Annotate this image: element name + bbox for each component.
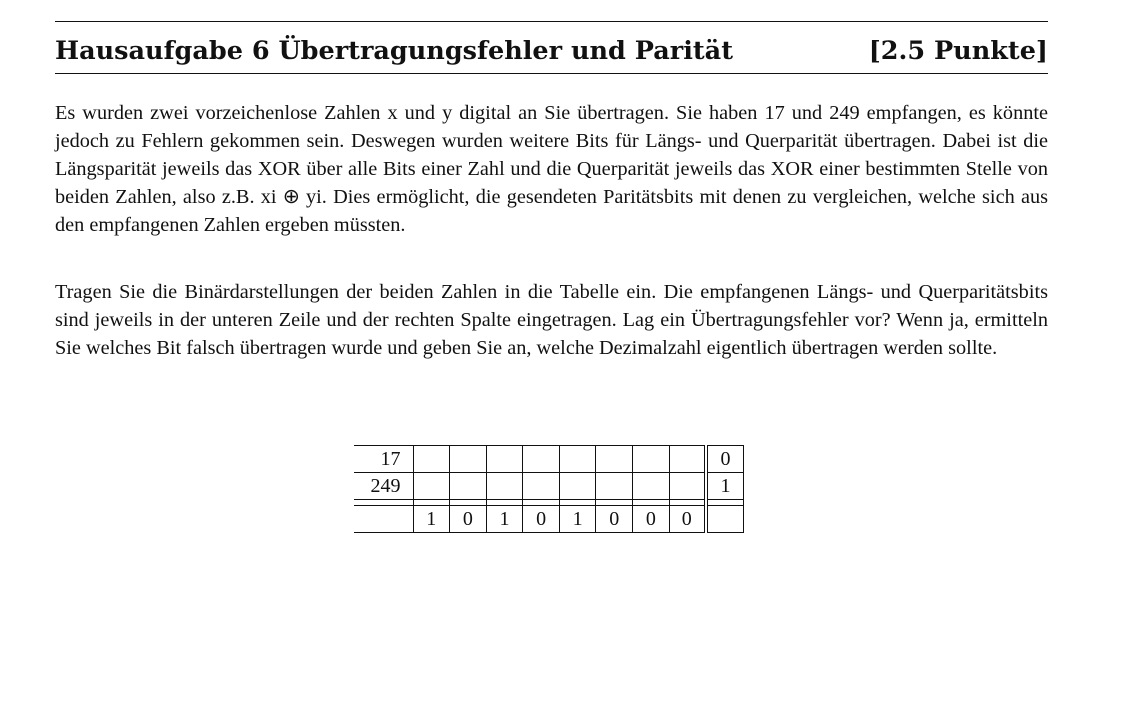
table-row	[354, 446, 744, 473]
bit-cell[interactable]	[486, 446, 523, 473]
bit-cell[interactable]	[633, 446, 670, 473]
exercise-title: Hausaufgabe 6 Übertragungsfehler und Parität	[55, 36, 733, 66]
exercise-points: [2.5 Punkte]	[868, 36, 1048, 66]
bit-cell[interactable]	[596, 446, 633, 473]
column-parity-bit: 0	[596, 506, 633, 533]
bit-cell[interactable]	[559, 473, 596, 500]
table-row	[354, 473, 744, 500]
bit-cell[interactable]	[450, 473, 487, 500]
corner-parity-cell[interactable]	[706, 506, 744, 533]
column-parity-bit: 0	[669, 506, 706, 533]
bit-cell[interactable]	[523, 446, 560, 473]
row-parity-bit: 1	[706, 473, 744, 500]
column-parity-bit: 0	[523, 506, 560, 533]
column-parity-bit: 1	[559, 506, 596, 533]
column-parity-bit: 1	[413, 506, 450, 533]
row-label: 17	[354, 446, 413, 473]
parity-table	[354, 445, 744, 533]
bit-cell[interactable]	[413, 446, 450, 473]
bit-cell[interactable]	[669, 473, 706, 500]
bit-cell[interactable]	[669, 446, 706, 473]
row-label	[354, 506, 413, 533]
bit-cell[interactable]	[633, 473, 670, 500]
bit-cell[interactable]	[523, 473, 560, 500]
row-label: 249	[354, 473, 413, 500]
bit-cell[interactable]	[413, 473, 450, 500]
header-top-rule	[55, 21, 1048, 22]
task-description: Es wurden zwei vorzeichenlose Zahlen x und y digital an Sie übertragen. Sie haben 17 und 249 empfangen, es könnte jedoch zu Fehlern gekommen sein. Deswegen wurden weitere Bits für Längs- und Querparität übertragen. Dabei ist die Längsparität jeweils das XOR über alle Bits einer Zahl und die Querparität jeweils das XOR einer bestimmten Stelle von beiden Zahlen, also z.B. xi ⊕ yi. Dies ermöglicht, die gesendeten Paritätsbits mit denen zu vergleichen, welche sich aus den empfangenen Zahlen ergeben müssten.	[55, 102, 1048, 236]
bit-cell[interactable]	[450, 446, 487, 473]
task-instructions: Tragen Sie die Binärdarstellungen der beiden Zahlen in die Tabelle ein. Die empfangenen Längs- und Querparitätsbits sind jeweils in der unteren Zeile und der rechten Spalte eingetragen. Lag ein Übertragungsfehler vor? Wenn ja, ermitteln Sie welches Bit falsch übertragen wurde und geben Sie an, welche Dezimalzahl eigentlich übertragen werden sollte.	[55, 281, 1048, 359]
column-parity-bit: 1	[486, 506, 523, 533]
column-parity-bit: 0	[633, 506, 670, 533]
exercise-heading	[55, 32, 1048, 70]
header-bottom-rule	[55, 73, 1048, 74]
column-parity-bit: 0	[450, 506, 487, 533]
column-parity-row	[354, 506, 744, 533]
bit-cell[interactable]	[596, 473, 633, 500]
bit-cell[interactable]	[486, 473, 523, 500]
bit-cell[interactable]	[559, 446, 596, 473]
row-parity-bit: 0	[706, 446, 744, 473]
